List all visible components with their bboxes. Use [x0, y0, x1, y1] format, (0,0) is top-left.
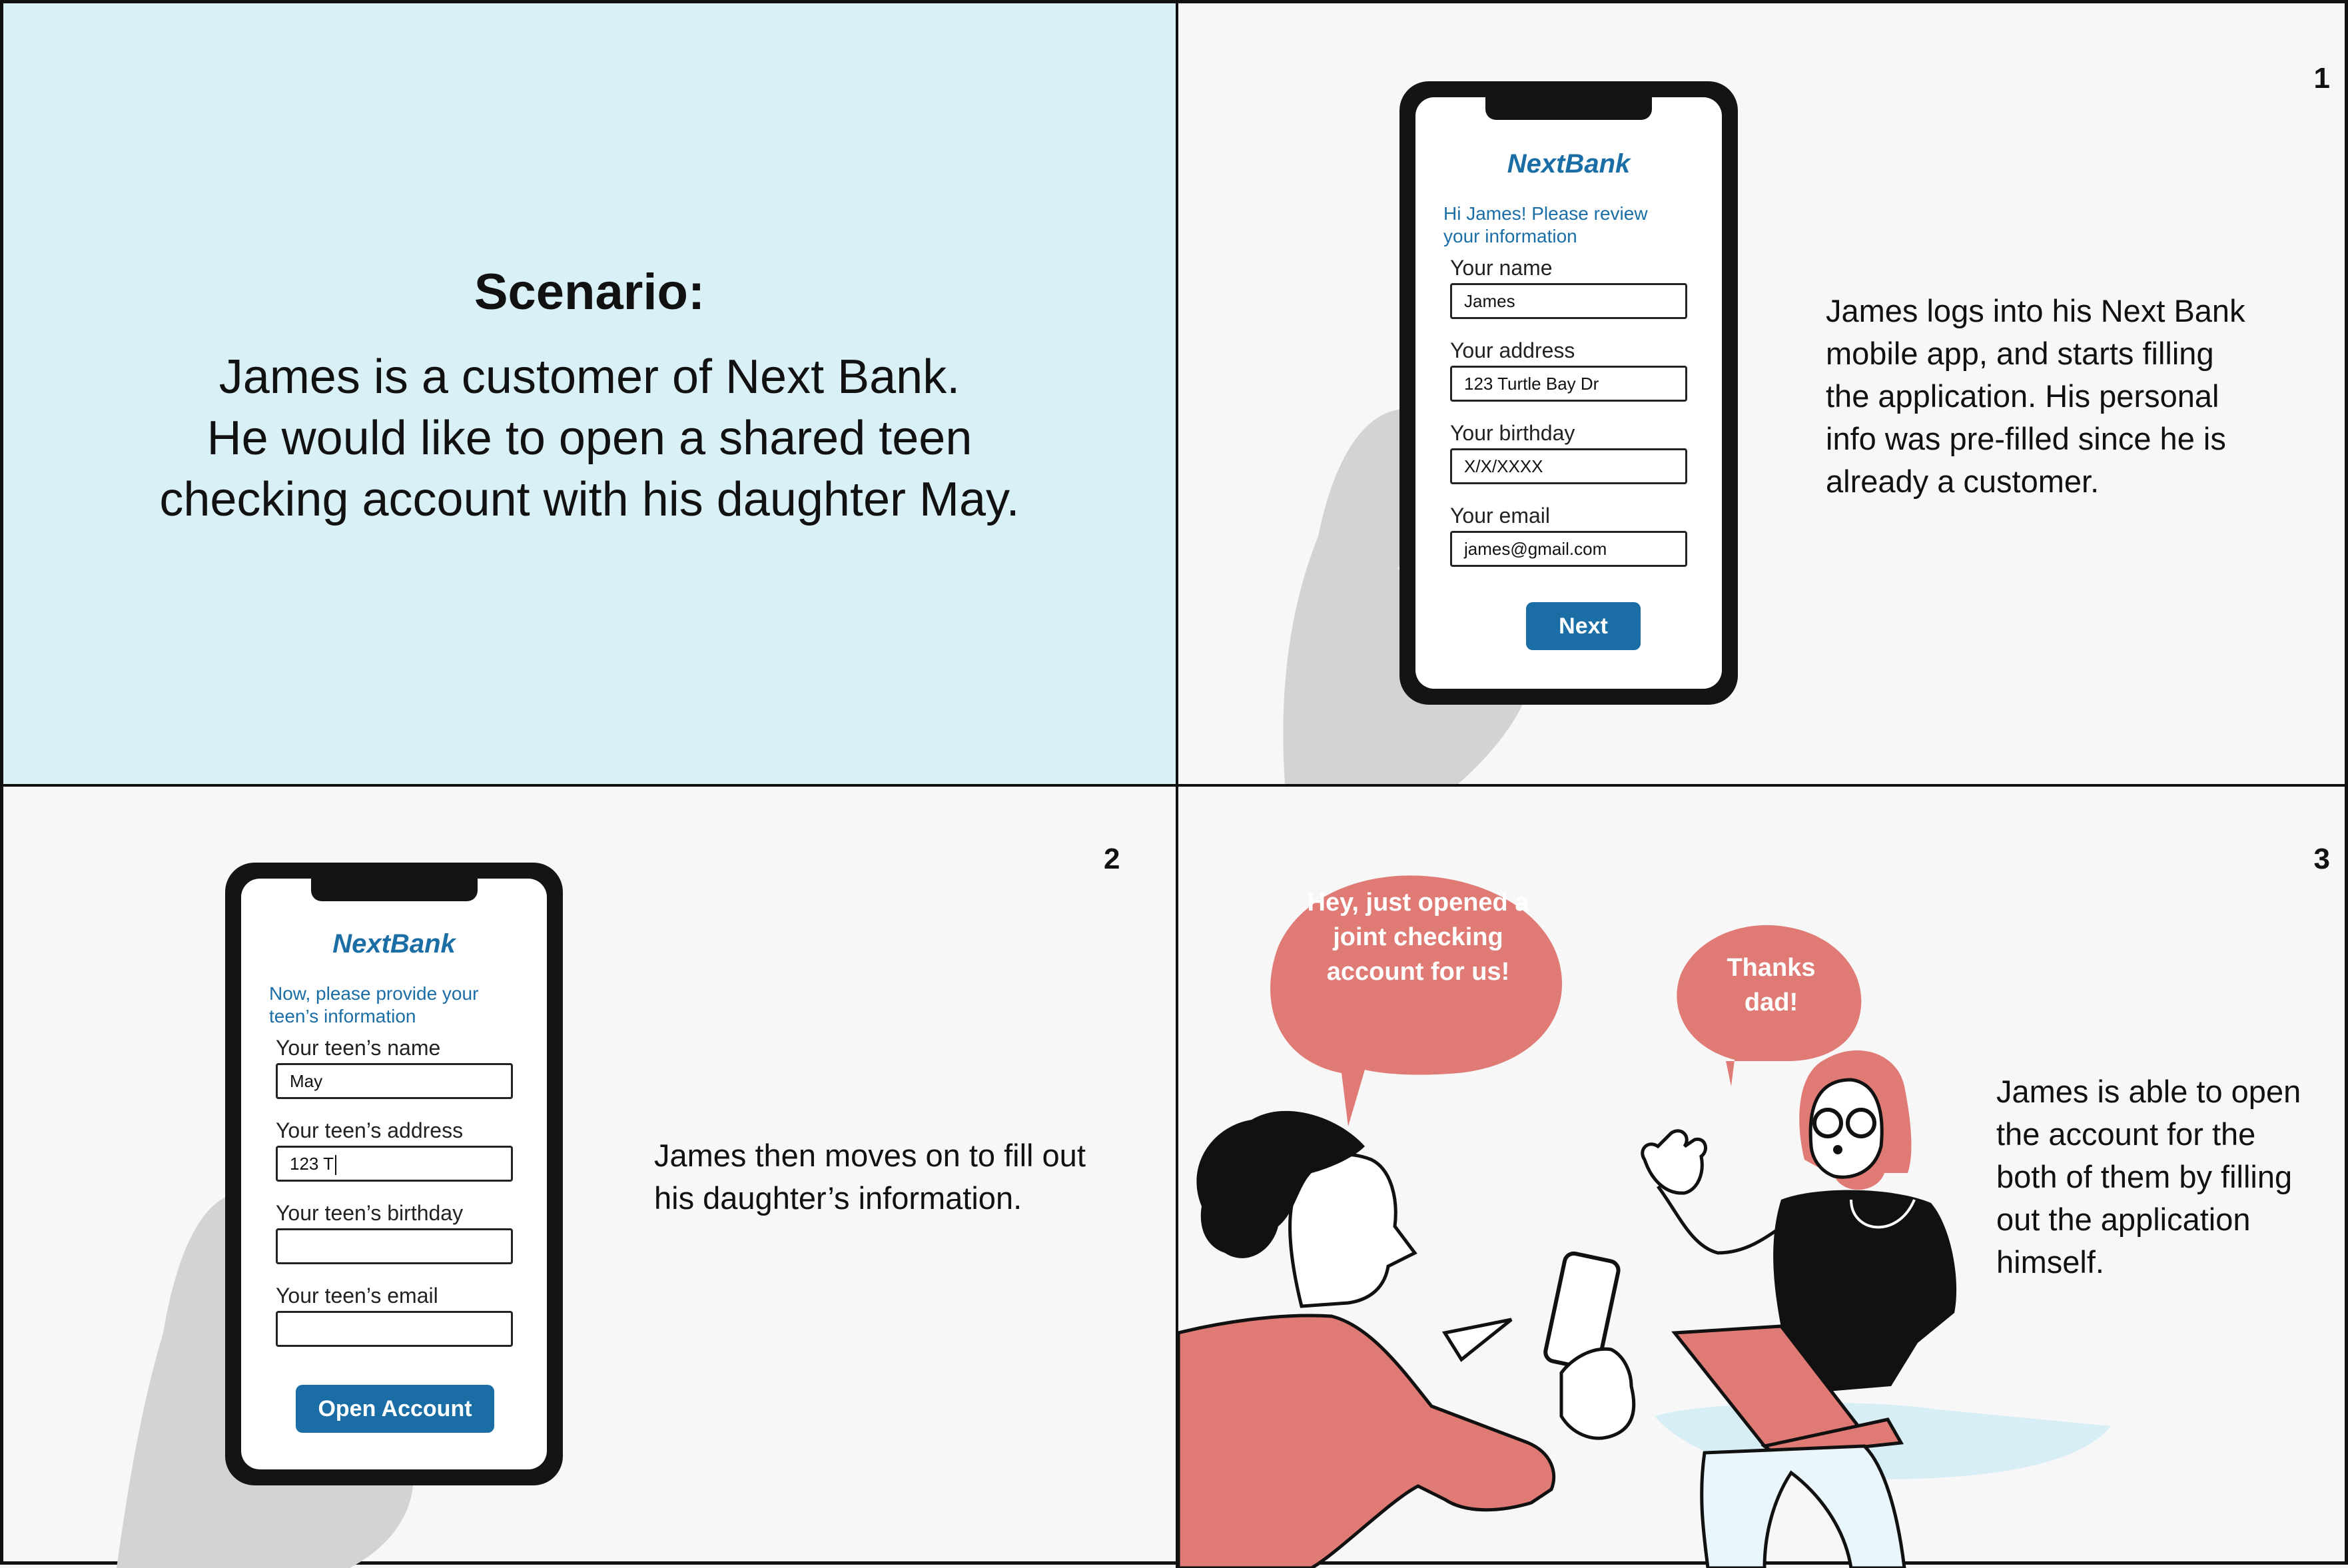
caption-line: James logs into his Next Bank [1826, 293, 2245, 328]
father-shirt [1178, 1316, 1554, 1568]
caption-line: James is able to open [1996, 1074, 2301, 1109]
intro-text [1443, 202, 1648, 248]
storyboard-panel-2 [3, 787, 1176, 1568]
caption-line: info was pre-filled since he is [1826, 421, 2226, 456]
text-cursor [335, 1155, 336, 1175]
name-label: Your name [1450, 256, 1553, 280]
name-field[interactable]: James [1450, 283, 1687, 319]
teen-address-field[interactable] [276, 1146, 513, 1182]
caption-line: James then moves on to fill out [654, 1138, 1086, 1173]
scenario-description [3, 346, 1176, 530]
teen-email-field[interactable] [276, 1311, 513, 1347]
teen-birthday-label: Your teen’s birthday [276, 1201, 464, 1225]
caption-line: mobile app, and starts filling [1826, 336, 2214, 371]
caption-line: the application. His personal [1826, 378, 2219, 414]
phone-notch [311, 879, 478, 901]
open-account-button[interactable]: Open Account [296, 1385, 494, 1433]
bank-logo: NextBank [1507, 149, 1631, 179]
next-button[interactable]: Next [1526, 602, 1641, 650]
phone-mockup [225, 863, 563, 1485]
caption-line: the account for the [1996, 1116, 2256, 1152]
caption-line: his daughter’s information. [654, 1180, 1022, 1216]
birthday-label: Your birthday [1450, 421, 1575, 445]
panel-divider-horizontal [3, 784, 2348, 787]
teen-birthday-field[interactable] [276, 1228, 513, 1264]
panel-number: 1 [2313, 62, 2330, 95]
teen-address-label: Your teen’s address [276, 1118, 464, 1142]
intro-line-1: Hi James! Please review [1443, 203, 1648, 224]
teen-address-value: 123 T [290, 1154, 334, 1174]
intro-line-2: your information [1443, 226, 1577, 246]
father-hand [1561, 1349, 1634, 1438]
panel-number: 2 [1104, 843, 1120, 875]
caption [1996, 1070, 2301, 1284]
email-label: Your email [1450, 504, 1551, 528]
scenario-line-3: checking account with his daughter May. [159, 473, 1020, 526]
intro-line-1: Now, please provide your [269, 983, 479, 1004]
phone-mockup [1399, 81, 1738, 705]
address-label: Your address [1450, 338, 1575, 362]
teen-name-field[interactable]: May [276, 1063, 513, 1099]
phone-screen [1415, 97, 1722, 689]
speech-line: Hey, just opened a [1307, 889, 1529, 917]
storyboard-panel-1 [1178, 3, 2348, 784]
father-pointing-hand [1445, 1320, 1511, 1360]
scenario-panel [3, 3, 1176, 784]
speech-line: account for us! [1326, 958, 1510, 986]
caption [654, 1134, 1086, 1220]
phone-screen [241, 879, 547, 1469]
storyboard-panel-3 [1178, 787, 2348, 1568]
panel-number: 3 [2313, 843, 2330, 875]
phone-notch [1485, 97, 1652, 120]
scenario-line-1: James is a customer of Next Bank. [218, 350, 961, 404]
daughter-legs [1702, 1446, 1904, 1568]
caption [1826, 290, 2245, 503]
caption-line: already a customer. [1826, 464, 2100, 499]
daughter-speech [1681, 951, 1861, 1020]
caption-line: himself. [1996, 1244, 2104, 1280]
speech-line: Thanks [1727, 954, 1816, 982]
intro-line-2: teen’s information [269, 1006, 416, 1026]
teen-email-label: Your teen’s email [276, 1284, 438, 1308]
intro-text [269, 982, 478, 1028]
address-field[interactable]: 123 Turtle Bay Dr [1450, 366, 1687, 402]
father-head [1290, 1154, 1415, 1306]
email-field[interactable]: james@gmail.com [1450, 531, 1687, 567]
speech-line: joint checking [1333, 923, 1503, 951]
teen-name-label: Your teen’s name [276, 1036, 441, 1060]
daughter-waving-hand [1643, 1131, 1706, 1193]
speech-line: dad! [1744, 988, 1798, 1016]
caption-line: out the application [1996, 1202, 2251, 1237]
bank-logo: NextBank [332, 929, 456, 959]
father-speech [1278, 885, 1558, 989]
scenario-title: Scenario: [474, 264, 705, 320]
caption-line: both of them by filling [1996, 1159, 2293, 1194]
scenario-line-2: He would like to open a shared teen [206, 412, 973, 465]
birthday-field[interactable]: X/X/XXXX [1450, 448, 1687, 484]
